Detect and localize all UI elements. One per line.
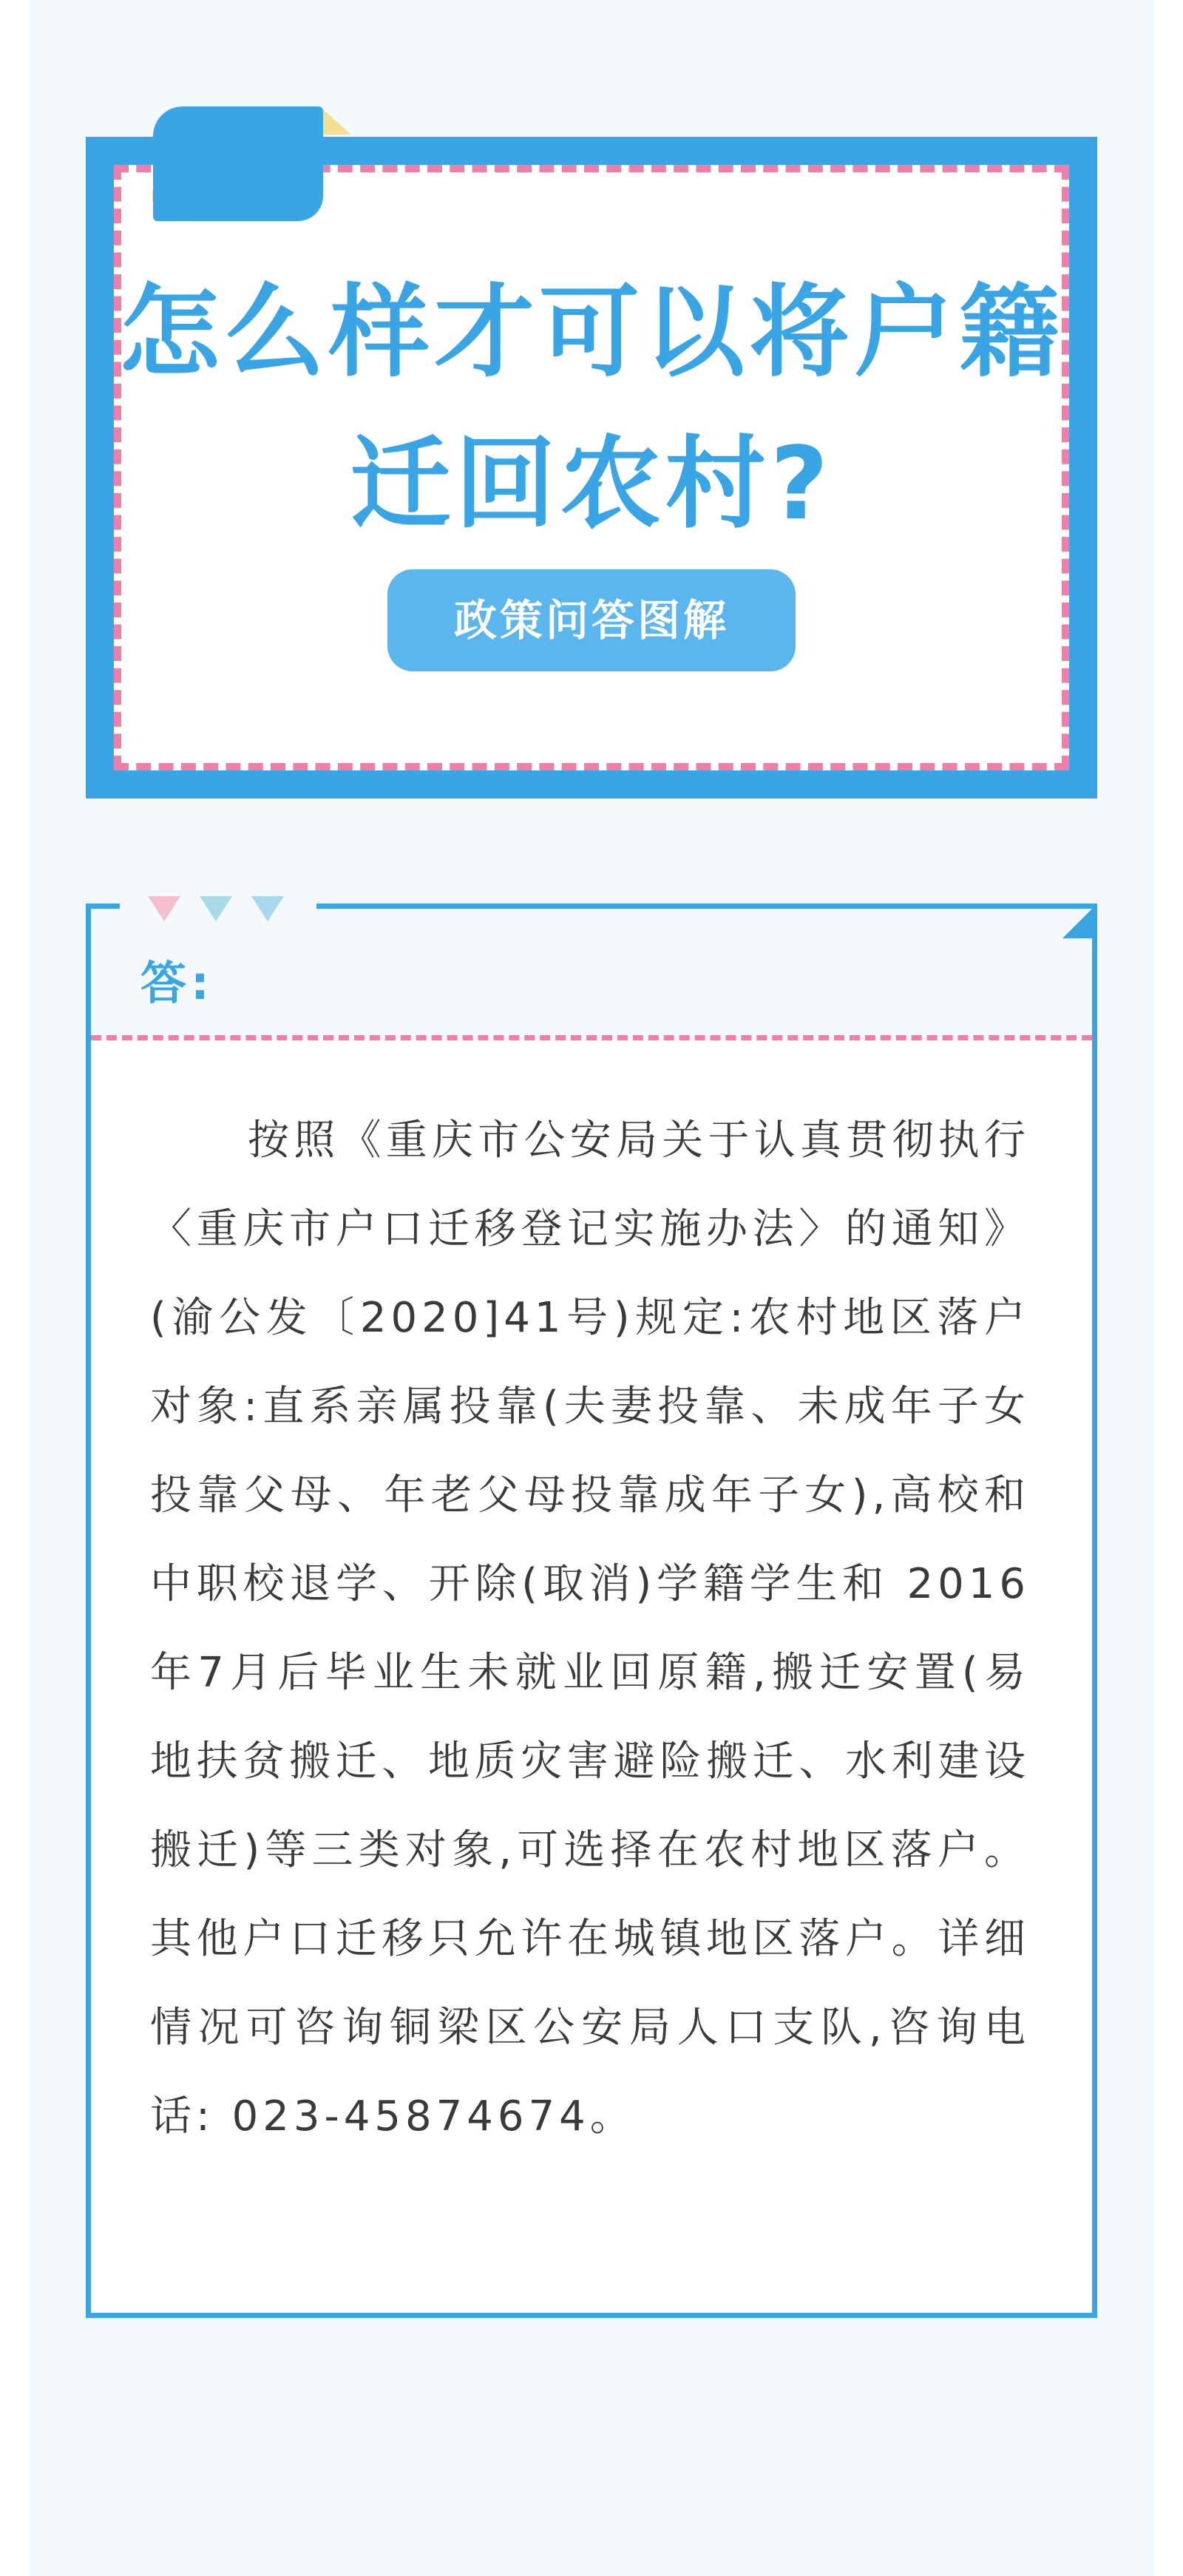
blue-triangle-decoration [251, 896, 284, 921]
answer-body-text: 按照《重庆市公安局关于认真贯彻执行〈重庆市户口迁移登记实施办法〉的通知》(渝公发〔2020]41号)规定:农村地区落户对象:直系亲属投靠(夫妻投靠、未成年子女投靠父母、年老父母投靠成年子女),高校和中职校退学、开除(取消)学籍学生和 2016年7月后毕业生未就业回原籍,搬迁安置(易地扶贫搬迁、地质灾害避险搬迁、水利建设搬迁)等三类对象,可选择在农村地区落户。其他户口迁移只允许在城镇地区落户。详细情况可咨询铜梁区公安局人口支队,咨询电话: 023-45874674。 [150, 1116, 1030, 2141]
title-tab-decoration [153, 106, 323, 221]
teal-triangle-decoration [200, 896, 232, 921]
corner-fold-decoration [1062, 909, 1092, 938]
answer-dashed-divider [91, 1035, 1092, 1040]
page-title-line-2: 迁回农村? [350, 426, 833, 543]
page-title-line-1: 怎么样才可以将户籍 [119, 274, 1064, 391]
title-tab-fold-decoration [323, 109, 351, 135]
answer-header-band [91, 909, 1092, 1040]
pink-triangle-decoration [148, 896, 180, 921]
subtitle-badge: 政策问答图解 [387, 569, 796, 671]
answer-label: 答: [140, 956, 214, 1010]
